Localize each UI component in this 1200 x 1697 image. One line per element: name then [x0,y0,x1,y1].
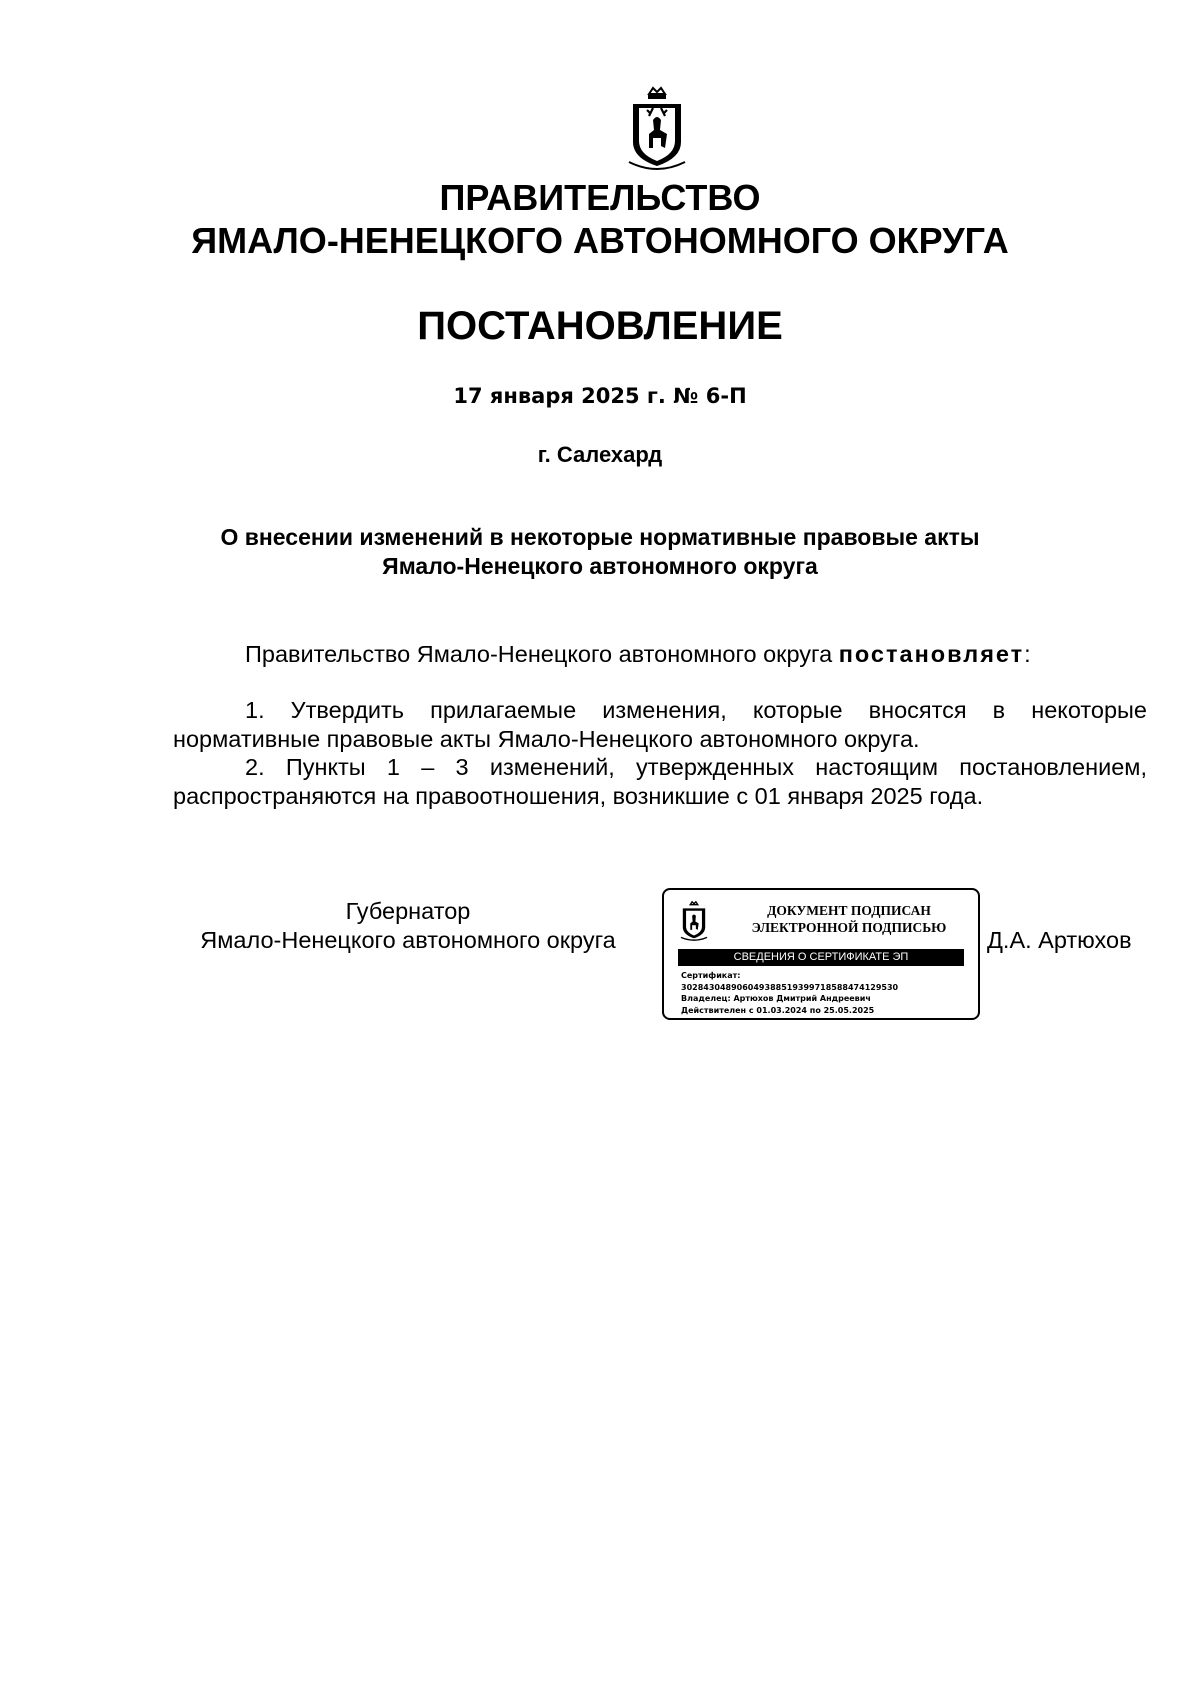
government-name-line1: ПРАВИТЕЛЬСТВО [439,177,761,218]
item-1-paragraph: 1. Утвердить прилагаемые изменения, которые вносятся в некоторые нормативные правовые акты Ямало-Ненецкого автономного округа. [173,697,1147,752]
electronic-signature-stamp [662,888,980,1020]
document-subject-line2: Ямало-Ненецкого автономного округа [382,553,818,579]
document-subject-line1: О внесении изменений в некоторые нормативные правовые акты [220,524,980,550]
government-name [0,176,1200,262]
stamp-cert-label: Сертификат: [681,971,741,980]
document-subject [0,523,1200,581]
government-name-line2: ЯМАЛО-НЕНЕЦКОГО АВТОНОМНОГО ОКРУГА [191,220,1009,261]
signatory-position [173,897,643,955]
stamp-title [724,902,974,936]
coat-of-arms-icon [627,86,687,172]
signatory-position-line1: Губернатор [345,898,471,924]
stamp-owner: Владелец: Артюхов Дмитрий Андреевич [681,994,871,1003]
intro-paragraph [173,640,1147,669]
stamp-coat-of-arms-icon [680,898,708,944]
stamp-validity: Действителен с 01.03.2024 по 25.05.2025 [681,1005,875,1015]
intro-text: Правительство Ямало-Ненецкого автономного округа [245,641,839,667]
intro-end: : [1024,641,1031,667]
stamp-certificate-header: СВЕДЕНИЯ О СЕРТИФИКАТЕ ЭП [678,949,964,966]
signatory-name: Д.А. Артюхов [987,927,1132,953]
stamp-certificate-info [681,970,971,1016]
item-2-paragraph: 2. Пункты 1 – 3 изменений, утвержденных настоящим постановлением, распространяются на правоотношения, возникшие с 01 января 2025 года. [173,754,1147,809]
intro-emphasis: постановляет [838,641,1025,667]
stamp-title-line2: ЭЛЕКТРОННОЙ ПОДПИСЬЮ [751,920,947,935]
signatory-position-line2: Ямало-Ненецкого автономного округа [200,927,616,953]
document-city: г. Салехард [537,442,663,467]
stamp-title-line1: ДОКУМЕНТ ПОДПИСАН [767,903,931,918]
document-type: ПОСТАНОВЛЕНИЕ [417,304,783,348]
document-date-number: 17 января 2025 г. № 6-П [453,384,747,408]
stamp-cert-number: 302843048906049388519399718588474129530 [681,982,899,992]
